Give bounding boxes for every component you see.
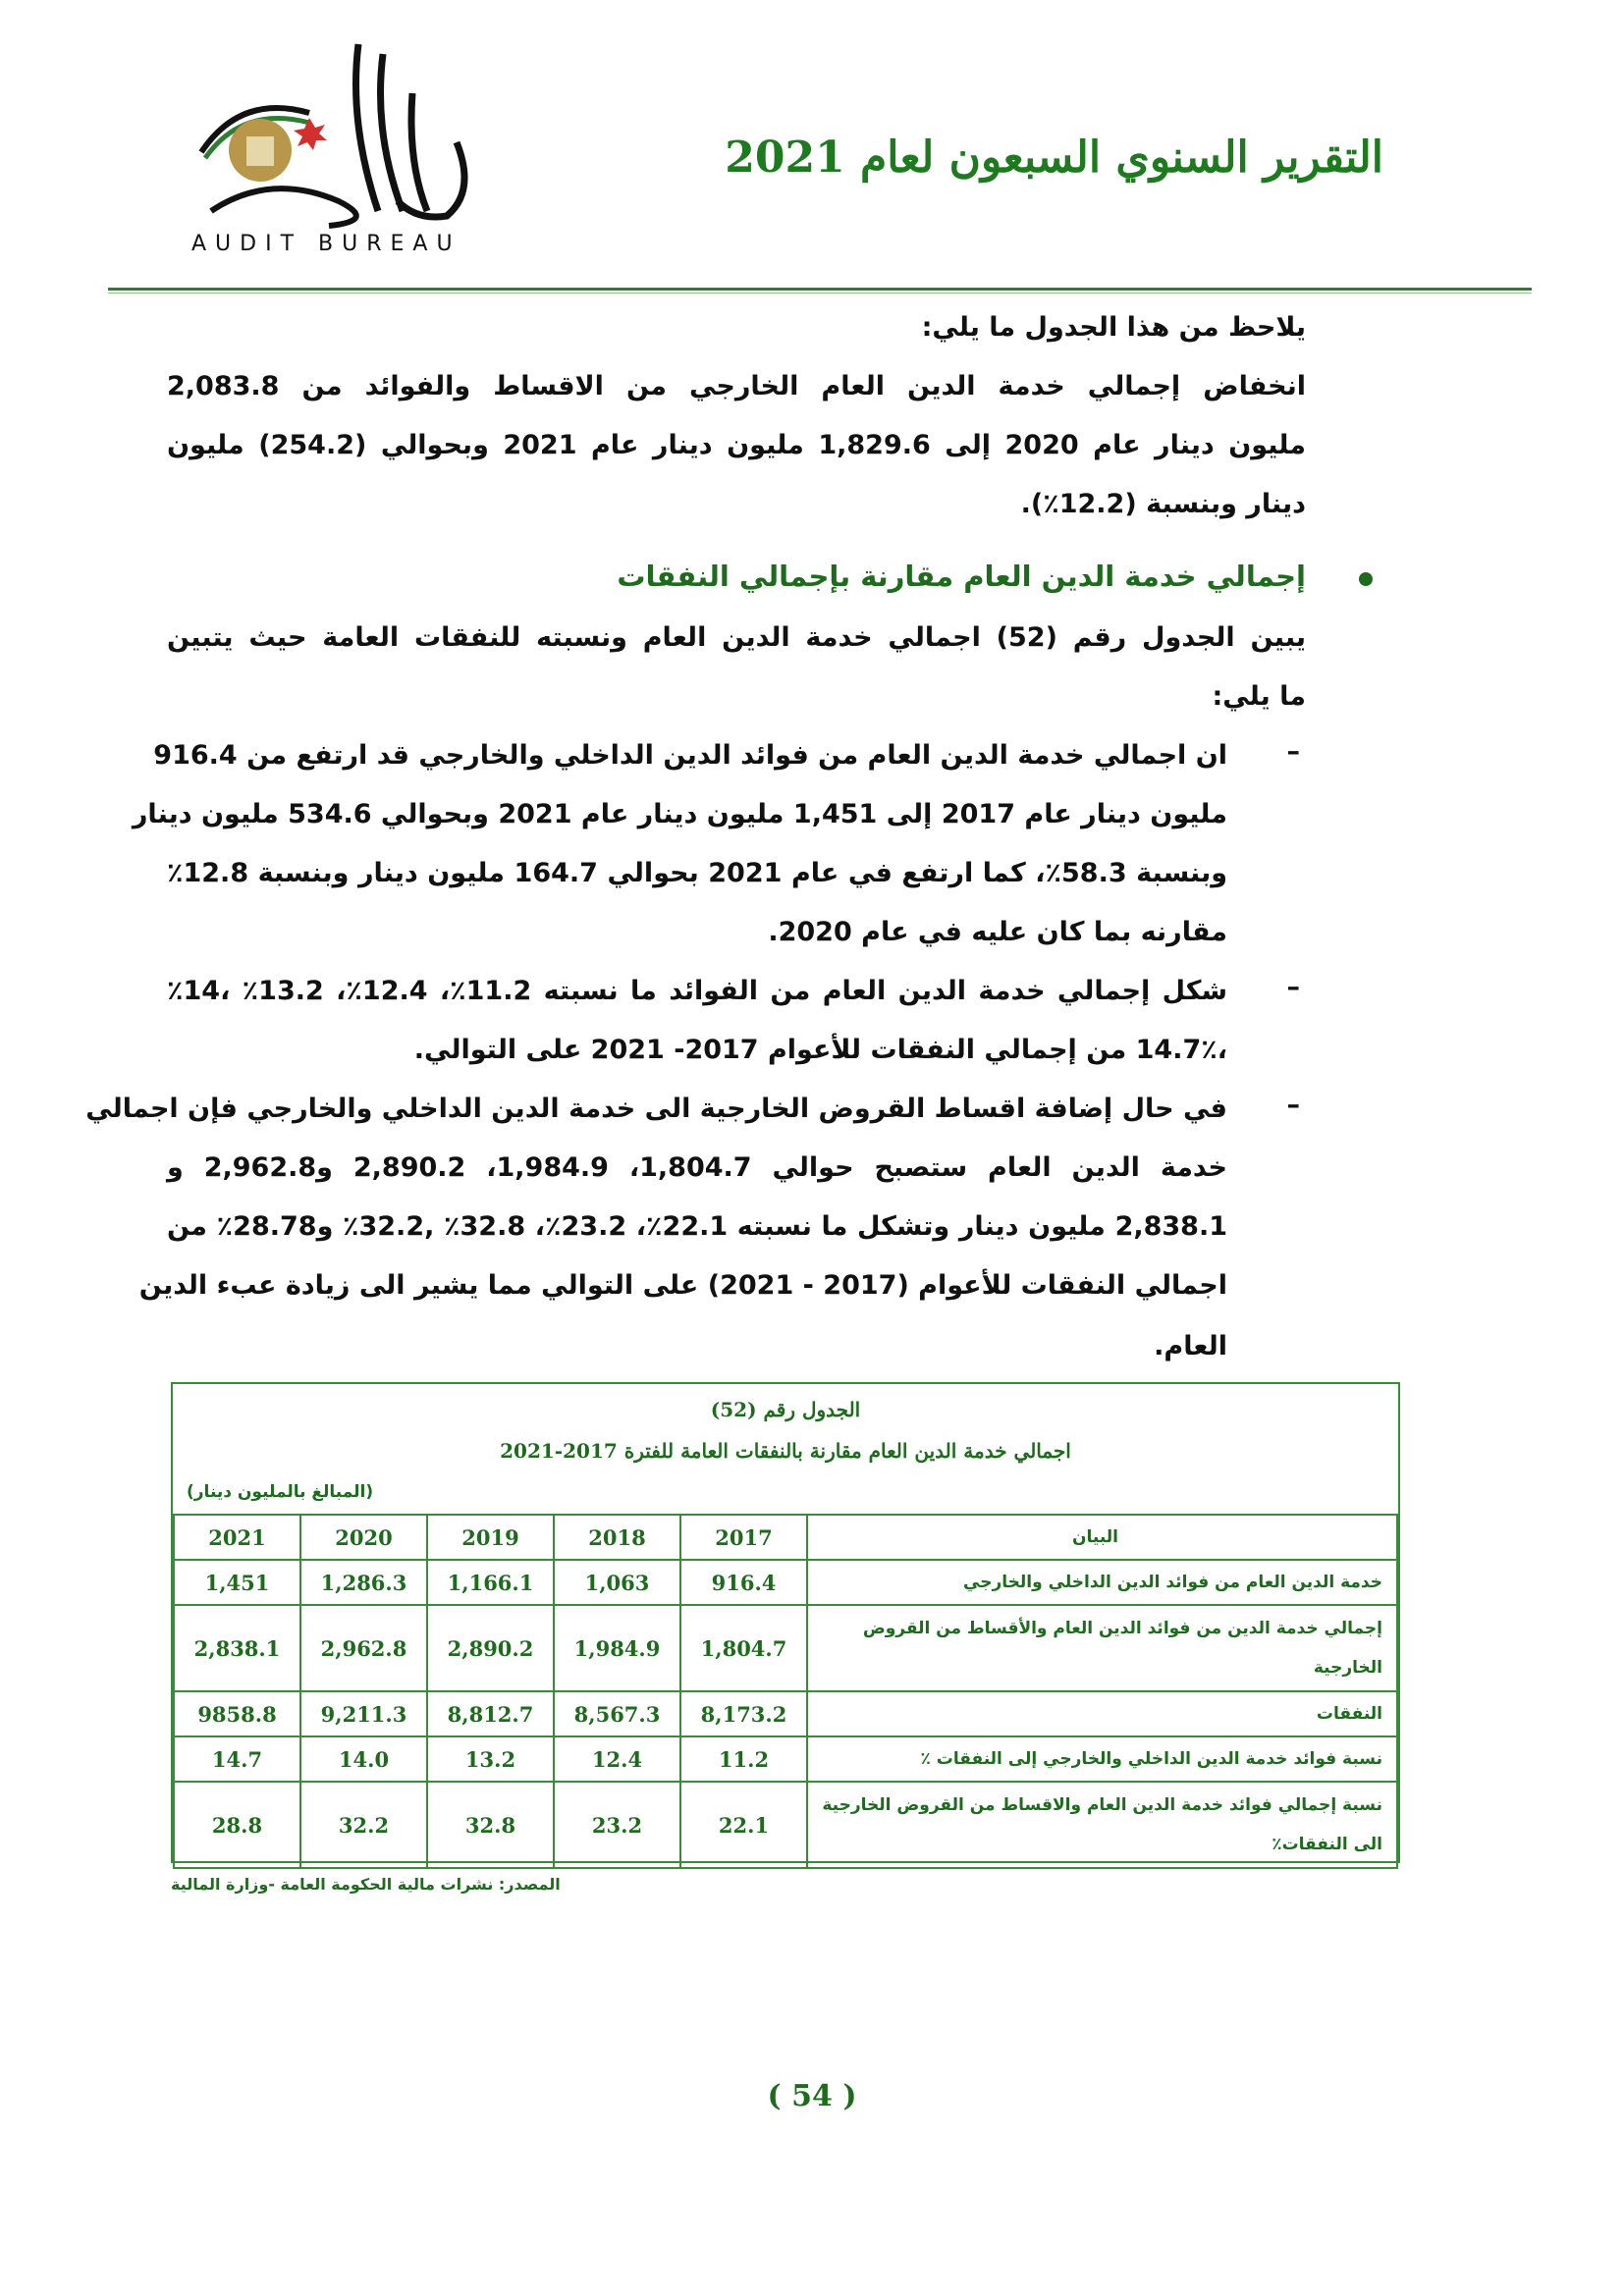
intro-line: دينار وبنسبة (12.2٪). — [1020, 489, 1306, 519]
cell: 13.2 — [427, 1736, 554, 1782]
table-row — [174, 1691, 1397, 1736]
header-year: 2021 — [174, 1515, 300, 1560]
dash-bullet-icon: – — [1286, 972, 1300, 1002]
row-label: خدمة الدين العام من فوائد الدين الداخلي والخارجي — [807, 1560, 1397, 1605]
bullet-line: ان اجمالي خدمة الدين العام من فوائد الدين الداخلي والخارجي قد ارتفع من 916.4 — [153, 740, 1227, 771]
cell: 12.4 — [554, 1736, 680, 1782]
section-heading: إجمالي خدمة الدين العام مقارنة بإجمالي النفقات — [617, 560, 1306, 593]
dash-bullet-icon: – — [1286, 736, 1300, 767]
cell: 32.2 — [300, 1782, 427, 1868]
bullet-line: شكل إجمالي خدمة الدين العام من الفوائد ما نسبته 11.2٪، 12.4٪، 13.2٪ ،14٪ — [167, 976, 1228, 1006]
table-source: المصدر: نشرات مالية الحكومة العامة -وزارة المالية — [171, 1875, 561, 1894]
cell: 8,567.3 — [554, 1691, 680, 1736]
cell: 1,984.9 — [554, 1605, 680, 1691]
cell: 32.8 — [427, 1782, 554, 1868]
table-grid — [173, 1514, 1398, 1869]
header-year: 2018 — [554, 1515, 680, 1560]
cell: 8,173.2 — [680, 1691, 807, 1736]
cell: 2,890.2 — [427, 1605, 554, 1691]
audit-bureau-logo — [182, 34, 555, 255]
cell: 23.2 — [554, 1782, 680, 1868]
cell: 8,812.7 — [427, 1691, 554, 1736]
debt-service-table — [171, 1382, 1400, 1863]
table-number: الجدول رقم (52) — [710, 1398, 861, 1421]
header-year: 2020 — [300, 1515, 427, 1560]
table-row — [174, 1605, 1397, 1691]
cell: 1,804.7 — [680, 1605, 807, 1691]
section-paragraph-line: ما يلي: — [1212, 681, 1306, 712]
table-row — [174, 1736, 1397, 1782]
table-unit: (المبالغ بالمليون دينار) — [187, 1482, 374, 1502]
row-label: نسبة إجمالي فوائد خدمة الدين العام والاقساط من القروض الخارجية الى النفقات٪ — [807, 1782, 1397, 1868]
cell: 9,211.3 — [300, 1691, 427, 1736]
cell: 916.4 — [680, 1560, 807, 1605]
cell: 1,166.1 — [427, 1560, 554, 1605]
header-divider — [108, 288, 1532, 291]
cell: 9858.8 — [174, 1691, 300, 1736]
row-label: النفقات — [807, 1691, 1397, 1736]
bullet-line: ،14.7٪ من إجمالي النفقات للأعوام 2017- 2021 على التوالي. — [413, 1035, 1227, 1065]
header-year: 2017 — [680, 1515, 807, 1560]
cell: 14.0 — [300, 1736, 427, 1782]
cell: 1,286.3 — [300, 1560, 427, 1605]
section-paragraph-line: يبين الجدول رقم (52) اجمالي خدمة الدين العام ونسبته للنفقات العامة حيث يتبين — [167, 622, 1306, 653]
cell: 11.2 — [680, 1736, 807, 1782]
bullet-line: اجمالي النفقات للأعوام (2017 - 2021) على التوالي مما يشير الى زيادة عبء الدين — [138, 1270, 1227, 1301]
report-title: التقرير السنوي السبعون لعام 2021 — [725, 133, 1383, 183]
bullet-line: العام. — [1154, 1331, 1227, 1362]
cell: 28.8 — [174, 1782, 300, 1868]
cell: 22.1 — [680, 1782, 807, 1868]
cell: 2,962.8 — [300, 1605, 427, 1691]
bullet-line: وبنسبة 58.3٪، كما ارتفع في عام 2021 بحوالي 164.7 مليون دينار وبنسبة 12.8٪ — [167, 858, 1227, 888]
cell: 2,838.1 — [174, 1605, 300, 1691]
svg-text:AUDIT BUREAU: AUDIT BUREAU — [191, 232, 461, 255]
cell: 1,063 — [554, 1560, 680, 1605]
intro-line: يلاحظ من هذا الجدول ما يلي: — [921, 312, 1306, 343]
dash-bullet-icon: – — [1286, 1090, 1300, 1120]
bullet-line: خدمة الدين العام ستصبح حوالي 1,804.7، 1,984.9، 2,890.2 و2,962.8 و — [167, 1152, 1227, 1183]
table-title: اجمالي خدمة الدين العام مقارنة بالنفقات العامة للفترة 2017-2021 — [500, 1439, 1071, 1463]
row-label: إجمالي خدمة الدين من فوائد الدين العام والأقساط من القروض الخارجية — [807, 1605, 1397, 1691]
row-label: نسبة فوائد خدمة الدين الداخلي والخارجي إلى النفقات ٪ — [807, 1736, 1397, 1782]
table-row — [174, 1782, 1397, 1868]
cell: 1,451 — [174, 1560, 300, 1605]
table-row — [174, 1560, 1397, 1605]
intro-line: مليون دينار عام 2020 إلى 1,829.6 مليون دينار عام 2021 وبحوالي (254.2) مليون — [167, 430, 1306, 460]
page-number: ( 54 ) — [767, 2079, 857, 2113]
bullet-line: مقارنه بما كان عليه في عام 2020. — [768, 917, 1227, 947]
bullet-line: مليون دينار عام 2017 إلى 1,451 مليون دينار عام 2021 وبحوالي 534.6 مليون دينار — [132, 799, 1227, 829]
cell: 14.7 — [174, 1736, 300, 1782]
header-year: 2019 — [427, 1515, 554, 1560]
header-label: البيان — [807, 1515, 1397, 1560]
bullet-line: 2,838.1 مليون دينار وتشكل ما نسبته 22.1٪، 23.2٪، 32.8٪ ,32.2٪ و28.78٪ من — [167, 1211, 1228, 1242]
bullet-line: في حال إضافة اقساط القروض الخارجية الى خدمة الدين الداخلي والخارجي فإن اجمالي — [85, 1094, 1227, 1124]
bullet-icon — [1359, 572, 1373, 586]
table-header-row — [174, 1515, 1397, 1560]
intro-line: انخفاض إجمالي خدمة الدين العام الخارجي من الاقساط والفوائد من 2,083.8 — [167, 371, 1306, 401]
header-divider-thin — [108, 293, 1532, 294]
